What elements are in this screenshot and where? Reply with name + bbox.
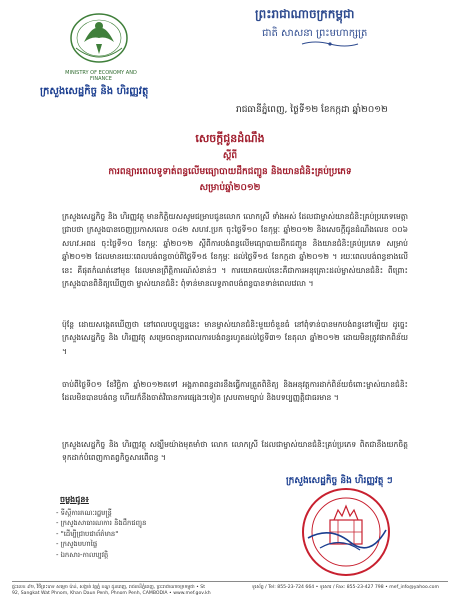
ministry-name-khmer: ក្រសួងសេដ្ឋកិច្ច និង ហិរញ្ញវត្ថុ: [40, 86, 149, 97]
recipient-item: - "ដើម្បីជ្រាបជាព័ត៌មាន": [56, 529, 119, 538]
ornament-divider-icon: [300, 40, 360, 48]
notice-subject-year: សម្រាប់ឆ្នាំ២០១២: [199, 183, 261, 193]
ministry-name-english: MINISTRY OF ECONOMY AND FINANCE: [65, 70, 137, 82]
notice-subject-label: ស្ដីពី: [222, 151, 238, 161]
official-stamp: [300, 486, 392, 578]
body-paragraph-4: ក្រសួងសេដ្ឋកិច្ច និង ហិរញ្ញវត្ថុ សង្ឃឹមយ៉ាងមុតមាំថា លោក លោកស្រី ដែលជាម្ចាស់យានជំនិះគ្រប់ប្រភេទ ពិតជានឹងយកចិត្តទុកដាក់បំពេញកាតព្វកិច្ចសារពើពន្ធ ។: [62, 440, 408, 463]
national-motto: ជាតិ សាសនា ព្រះមហាក្សត្រ: [262, 28, 368, 39]
footer-divider: [12, 581, 448, 582]
recipient-item: - ទីស្ដីការគណៈរដ្ឋមន្ត្រី: [56, 509, 112, 517]
recipient-item: - ក្រសួងមហាផ្ទៃ: [56, 540, 98, 549]
ministry-logo: [66, 8, 132, 66]
body-paragraph-3: ចាប់ពីថ្ងៃទី០១ ខែវិច្ឆិកា ឆ្នាំ២០១២តទៅ អង្គភាពពន្ធដារនឹងធ្វើការត្រួតពិនិត្យ និងអនុវត្តការដាក់ពិន័យចំពោះម្ចាស់យានជំនិះដែលមិនបានបង់ពន្ធ ហើយក៏នឹងចាត់វិធានការផ្សេងៗទៀត ស្របតាមច្បាប់ និងបទប្បញ្ញត្តិជាធរមាន ។: [62, 380, 408, 403]
signer-ministry: ក្រសួងសេដ្ឋកិច្ច និង ហិរញ្ញវត្ថុ ៗ: [286, 476, 393, 486]
recipient-item: - ឯកសារ-កាលប្បវត្តិ: [56, 550, 109, 559]
body-paragraph-2: ប៉ុន្តែ ដោយសង្កេតឃើញថា នៅពេលបច្ចុប្បន្ននេះ មានម្ចាស់យានជំនិះមួយចំនួនធំ នៅពុំទាន់បានមកបង់ពន្ធនៅឡើយ ដូច្នេះ ក្រសួងសេដ្ឋកិច្ច និង ហិរញ្ញវត្ថុ សម្រេចពន្យារពេលការបង់ពន្ធរហូតដល់ថ្ងៃទី៣១ ខែតុលា ឆ្នាំ២០១២ ដោយមិនត្រូវផាកពិន័យ ។: [62, 320, 408, 356]
recipients-list: [56, 508, 196, 560]
notice-title: សេចក្ដីជូនដំណឹង: [195, 132, 265, 145]
date-line: រាជធានីភ្នំពេញ, ថ្ងៃទី១២ ខែកក្កដា ឆ្នាំ២០១២: [236, 105, 388, 115]
notice-subject: ការពន្យារពេលទូទាត់ពន្ធលើមធ្យោបាយដឹកជញ្ជូន និងយានជំនិះគ្រប់ប្រភេទ: [108, 167, 352, 177]
recipient-item: - ក្រសួងសាធារណការ និងដឹកជញ្ជូន: [56, 519, 147, 528]
footer-contact: ទូរស័ព្ទ / Tel: 855-23-724 664 • ទូរសារ / Fax: 855-23-427 798 • mef_info@yahoo.com: [252, 585, 439, 590]
kingdom-heading: ព្រះរាជាណាចក្រកម្ពុជា: [255, 7, 355, 21]
footer-address: ផ្ទះលេខ ៩២, វិថីព្រះបាទ សម្ដេច ប៉ាន់, សង្កាត់ វត្តភ្នំ ខណ្ឌ ដូនពេញ, រាជធានីភ្នំពេញ, ព្រះរាជាណាចក្រកម្ពុជា • St 92, Sangkat Wat Phnom, Khan Daun Penh, Phnom Penh, CAMBODIA • www.mef.gov.kh: [12, 585, 211, 596]
recipients-heading: ចម្លងជូន៖: [60, 495, 89, 504]
body-paragraph-1: ក្រសួងសេដ្ឋកិច្ច និង ហិរញ្ញវត្ថុ មានកិត្តិយសសូមជម្រាបជូនលោក លោកស្រី ទាំងអស់ ដែលជាម្ចាស់យានជំនិះគ្រប់ប្រភេទមេត្តាជ្រាបថា ក្រសួងបានចេញប្រកាសលេខ ០៤២ សហវ.ប្រក ចុះថ្ងៃទី១០ ខែកុម្ភៈ ឆ្នាំ២០១២ និងសេចក្ដីជូនដំណឹងលេខ ០០៦ សហវ.អពដ ចុះថ្ងៃទី១០ ខែកុម្ភៈ ឆ្នាំ២០១២ ស្ដីពីការបង់ពន្ធលើមធ្យោបាយដឹកជញ្ជូន និងយានជំនិះគ្រប់ប្រភេទ សម្រាប់ឆ្នាំ២០១២ ដែលមានរយៈពេលបង់ពន្ធចាប់ពីថ្ងៃទី១៥ ខែកុម្ភៈ ដល់ថ្ងៃទី១៥ ខែកក្កដា ឆ្នាំ២០១២ ។ រយៈពេលបង់ពន្ធខាងលើនេះ គឺផុតកំណត់នៅមុខ ដែលមានព្រឹត្តិការណ៍សំខាន់ៗ ។ ការយោគយល់នេះគឺជាការអនុគ្រោះដល់ម្ចាស់យានជំនិះ ពីព្រោះក្រសួងបានពិនិត្យឃើញថា ម្ចាស់យានជំនិះ ពុំទាន់មានលទ្ធភាពបង់ពន្ធបានទាន់ពេលវេលា ។: [62, 212, 408, 289]
